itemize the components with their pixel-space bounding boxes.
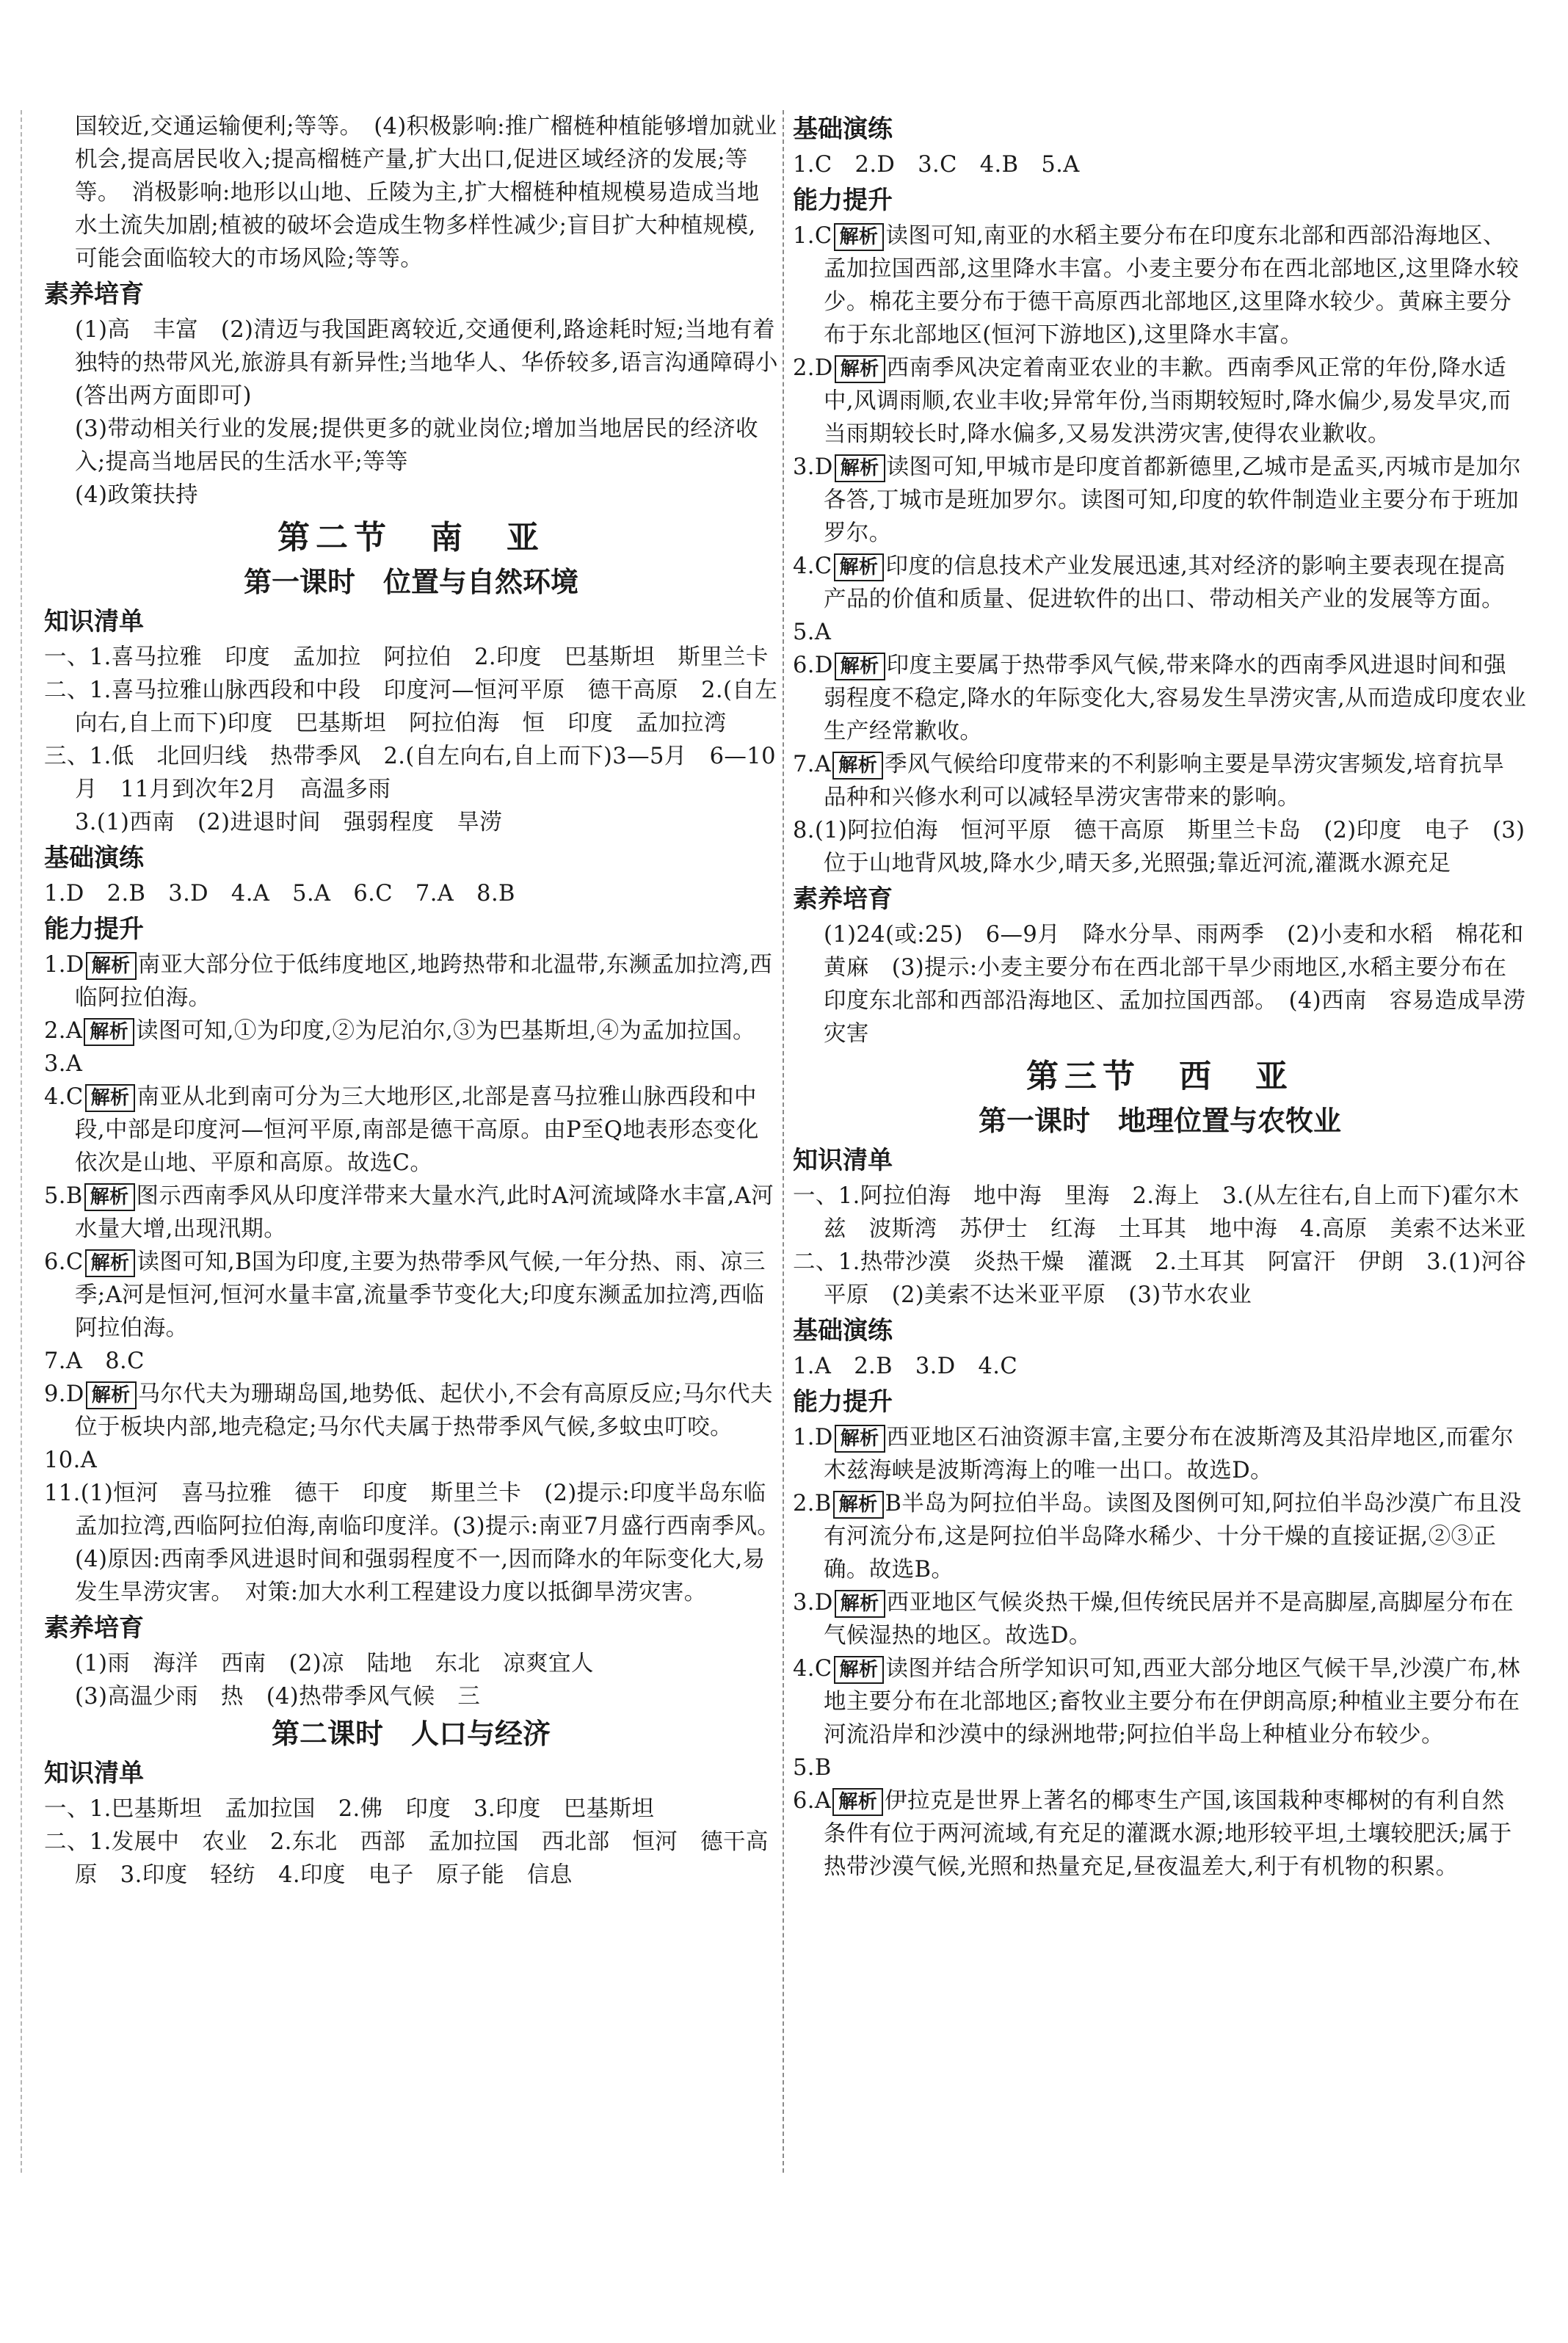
analysis-tag: 解析 (86, 1381, 137, 1409)
suyang-line: (1)24(或:25) 6—9月 降水分旱、雨两季 (2)小麦和水稻 棉花和黄麻 (3)提示:小麦主要分布在西北部干旱少雨地区,水稻主要分布在印度东北部和西部沿海地区、孟加拉国西部。 (4)西南 容易造成旱涝灾害 (824, 922, 1526, 1047)
heading-jichu: 基础演练 (793, 1316, 893, 1345)
analysis-tag: 解析 (835, 653, 885, 680)
answer-item (793, 1784, 1527, 1884)
heading-zhishi: 知识清单 (44, 607, 144, 636)
heading-nengli: 能力提升 (44, 915, 144, 944)
answer-number: 3.A (44, 1051, 83, 1077)
answer-item (44, 1477, 791, 1609)
zhishi-line: 一、1.喜马拉雅 印度 孟加拉 阿拉伯 2.印度 巴基斯坦 斯里兰卡 (44, 644, 769, 670)
zhishi-line: 二、1.发展中 农业 2.东北 西部 孟加拉国 西北部 恒河 德干高原 3.印度 轻纺 4.印度 电子 原子能 信息 (44, 1829, 769, 1888)
heading-zhishi: 知识清单 (793, 1146, 893, 1175)
heading-suyang: 素养培育 (44, 280, 144, 309)
answer-item (793, 1751, 1527, 1784)
lesson-title: 第一课时 地理位置与农牧业 (978, 1105, 1341, 1137)
lesson-title: 第二课时 人口与经济 (271, 1718, 551, 1750)
zhishi-line: 3.(1)西南 (2)进退时间 强弱程度 旱涝 (75, 810, 503, 835)
answer-item (44, 1378, 778, 1444)
answer-text: 印度的信息技术产业发展迅速,其对经济的影响主要表现在提高产品的价值和质量、促进软件的出口、带动相关产业的发展等方面。 (824, 553, 1506, 612)
answer-item (793, 451, 1527, 550)
answer-number: 6.A (793, 1788, 832, 1814)
analysis-tag: 解析 (84, 1183, 135, 1211)
heading-nengli: 能力提升 (793, 1387, 893, 1417)
answer-number: 3.D (793, 454, 833, 480)
analysis-tag: 解析 (86, 952, 137, 980)
analysis-tag: 解析 (835, 355, 885, 383)
answer-text: 读图可知,甲城市是印度首都新德里,乙城市是孟买,丙城市是加尔各答,丁城市是班加罗尔。读图可知,印度的软件制造业主要分布于班加罗尔。 (824, 454, 1522, 546)
answer-number: 2.A (44, 1018, 83, 1044)
zhishi-line: 二、1.热带沙漠 炎热干燥 灌溉 2.土耳其 阿富汗 伊朗 3.(1)河谷平原 (2)美索不达米亚平原 (3)节水农业 (793, 1249, 1527, 1308)
answer-text: (1)恒河 喜马拉雅 德干 印度 斯里兰卡 (2)提示:印度半岛东临孟加拉湾,西临阿拉伯海,南临印度洋。(3)提示:南亚7月盛行西南季风。 (4)原因:西南季风进退时间和强弱程度不一,因而降水的年际变化大,易发生旱涝灾害。 对策:加大水利工程建设力度以抵御旱涝灾害。 (75, 1481, 791, 1605)
right-column (793, 110, 1527, 1884)
column-divider (783, 110, 784, 2173)
answer-item (793, 1487, 1527, 1586)
jichu-answers: 1.A 2.B 3.D 4.C (793, 1354, 1018, 1379)
answer-text: 南亚从北到南可分为三大地形区,北部是喜马拉雅山脉西段和中段,中部是印度河—恒河平原,南部是德干高原。由P至Q地表形态变化依次是山地、平原和高原。故选C。 (75, 1084, 759, 1176)
analysis-tag: 解析 (835, 1590, 885, 1618)
answer-text: 图示西南季风从印度洋带来大量水汽,此时A河流域降水丰富,A河水量大增,出现汛期。 (75, 1183, 774, 1242)
analysis-tag: 解析 (832, 1788, 883, 1816)
analysis-tag: 解析 (85, 1249, 136, 1277)
answer-item (793, 352, 1527, 451)
answer-text: 季风气候给印度带来的不利影响主要是旱涝灾害频发,培育抗旱品种和兴修水利可以减轻旱涝灾害带来的影响。 (824, 752, 1505, 810)
answer-item (44, 1047, 778, 1080)
answer-number: 4.C (44, 1084, 84, 1110)
analysis-tag: 解析 (832, 752, 883, 780)
analysis-tag: 解析 (835, 454, 885, 482)
analysis-tag: 解析 (833, 1491, 884, 1519)
answer-number: 5.A (793, 620, 832, 645)
heading-jichu: 基础演练 (793, 115, 893, 144)
answer-number: 2.D (793, 355, 833, 381)
answer-number: 10.A (44, 1447, 98, 1473)
answer-item (44, 1345, 778, 1378)
answer-item (793, 550, 1527, 616)
answer-number: 1.C (793, 223, 832, 249)
answer-item (793, 814, 1527, 880)
jichu-answers: 1.D 2.B 3.D 4.A 5.A 6.C 7.A 8.B (44, 881, 515, 907)
heading-nengli: 能力提升 (793, 186, 893, 215)
nengli-list (793, 219, 1527, 880)
nengli-list (44, 948, 791, 1609)
answer-text: 读图并结合所学知识可知,西亚大部分地区气候干旱,沙漠广布,林地主要分布在北部地区;畜牧业主要分布在伊朗高原;种植业主要分布在河流沿岸和沙漠中的绿洲地带;阿拉伯半岛上种植业分布较少。 (824, 1656, 1521, 1748)
answer-item (44, 1180, 778, 1246)
suyang-line: (1)高 丰富 (2)清迈与我国距离较近,交通便利,路途耗时短;当地有着独特的热带风光,旅游具有新异性;当地华人、华侨较多,语言沟通障碍小(答出两方面即可) (75, 317, 778, 409)
answer-text: 读图可知,南亚的水稻主要分布在印度东北部和西部沿海地区、孟加拉国西部,这里降水丰富。小麦主要分布在西北部地区,这里降水较少。棉花主要分布于德干高原西北部地区,这里降水较少。黄麻主要分布于东北部地区(恒河下游地区),这里降水丰富。 (824, 223, 1520, 348)
answer-number: 5.B (793, 1755, 832, 1781)
answer-item (44, 1014, 778, 1047)
heading-suyang: 素养培育 (793, 884, 893, 914)
answer-item (793, 1652, 1527, 1751)
answer-text: (1)阿拉伯海 恒河平原 德干高原 斯里兰卡岛 (2)印度 电子 (3)位于山地背风坡,降水少,晴天多,光照强;靠近河流,灌溉水源充足 (814, 818, 1525, 876)
zhishi-line: 二、1.喜马拉雅山脉西段和中段 印度河—恒河平原 德干高原 2.(自左向右,自上而下)印度 巴基斯坦 阿拉伯海 恒 印度 孟加拉湾 (44, 678, 778, 736)
answer-item (44, 948, 778, 1014)
suyang-line: (3)带动相关行业的发展;提供更多的就业岗位;增加当地居民的经济收入;提高当地居民的生活水平;等等 (75, 416, 758, 475)
answer-item (793, 1586, 1527, 1652)
answer-text: B半岛为阿拉伯半岛。读图及图例可知,阿拉伯半岛沙漠广布且没有河流分布,这是阿拉伯半岛降水稀少、十分干燥的直接证据,②③正确。故选B。 (824, 1491, 1522, 1583)
heading-jichu: 基础演练 (44, 843, 144, 873)
left-column (44, 110, 791, 1892)
page-edge-line (21, 110, 22, 2173)
answer-text: 西亚地区石油资源丰富,主要分布在波斯湾及其沿岸地区,而霍尔木兹海峡是波斯湾海上的唯一出口。故选D。 (824, 1425, 1514, 1483)
answer-number: 4.C (793, 1656, 832, 1682)
jichu-answers: 1.C 2.D 3.C 4.B 5.A (793, 152, 1080, 178)
answer-text: 西南季风决定着南亚农业的丰歉。西南季风正常的年份,降水适中,风调雨顺,农业丰收;异常年份,当雨期较短时,降水偏少,易发旱灾,而当雨期较长时,降水偏多,又易发洪涝灾害,使得农业歉收。 (824, 355, 1511, 447)
section-title-west-asia: 第三节 西 亚 (1026, 1058, 1293, 1095)
continued-answer: 国较近,交通运输便利;等等。 (4)积极影响:推广榴梿种植能够增加就业机会,提高居民收入;提高榴梿产量,扩大出口,促进区域经济的发展;等等。 消极影响:地形以山地、丘陵为主,扩大榴梿种植规模易造成当地水土流失加剧;植被的破坏会造成生物多样性减少;盲目扩大种植规模,可能会面临较大的市场风险;等等。 (75, 114, 777, 272)
zhishi-line: 一、1.阿拉伯海 地中海 里海 2.海上 3.(从左往右,自上而下)霍尔木兹 波斯湾 苏伊士 红海 土耳其 地中海 4.高原 美索不达米亚 (793, 1183, 1526, 1242)
answer-text: 读图可知,①为印度,②为尼泊尔,③为巴基斯坦,④为孟加拉国。 (136, 1018, 755, 1044)
answer-item (793, 748, 1527, 814)
zhishi-line: 三、1.低 北回归线 热带季风 2.(自左向右,自上而下)3—5月 6—10月 11月到次年2月 高温多雨 (44, 744, 776, 802)
suyang-line: (3)高温少雨 热 (4)热带季风气候 三 (75, 1684, 481, 1710)
answer-item (44, 1444, 778, 1477)
heading-zhishi: 知识清单 (44, 1759, 144, 1788)
answer-number: 9.D (44, 1381, 84, 1407)
answer-number: 8. (793, 818, 815, 843)
analysis-tag: 解析 (835, 1425, 885, 1453)
answer-text: 南亚大部分位于低纬度地区,地跨热带和北温带,东濒孟加拉湾,西临阿拉伯海。 (75, 952, 773, 1011)
answer-number: 3.D (793, 1590, 833, 1616)
answer-text: 读图可知,B国为印度,主要为热带季风气候,一年分热、雨、凉三季;A河是恒河,恒河水量丰富,流量季节变化大;印度东濒孟加拉湾,西临阿拉伯海。 (75, 1249, 766, 1341)
answer-number: 5.B (44, 1183, 83, 1209)
analysis-tag: 解析 (834, 1656, 885, 1684)
analysis-tag: 解析 (84, 1018, 134, 1046)
answer-number: 1.D (44, 952, 84, 978)
answer-number: 7.A (793, 752, 832, 777)
answer-text: 伊拉克是世界上著名的椰枣生产国,该国栽种枣椰树的有利自然条件有位于两河流域,有充足的灌溉水源;地形较平坦,土壤较肥沃;属于热带沙漠气候,光照和热量充足,昼夜温差大,利于有机物的积累。 (824, 1788, 1512, 1880)
answer-text: 马尔代夫为珊瑚岛国,地势低、起伏小,不会有高原反应;马尔代夫位于板块内部,地壳稳定;马尔代夫属于热带季风气候,多蚊虫叮咬。 (75, 1381, 773, 1440)
lesson-title: 第一课时 位置与自然环境 (243, 566, 578, 598)
answer-number: 6.C (44, 1249, 84, 1275)
answer-text: 西亚地区气候炎热干燥,但传统民居并不是高脚屋,高脚屋分布在气候湿热的地区。故选D。 (824, 1590, 1514, 1649)
suyang-line: (4)政策扶持 (75, 482, 199, 508)
answer-item (44, 1080, 778, 1180)
analysis-tag: 解析 (834, 223, 885, 251)
nengli-list (793, 1421, 1527, 1884)
suyang-line: (1)雨 海洋 西南 (2)凉 陆地 东北 凉爽宜人 (75, 1651, 594, 1677)
heading-suyang: 素养培育 (44, 1613, 144, 1643)
answer-text: 印度主要属于热带季风气候,带来降水的西南季风进退时间和强弱程度不稳定,降水的年际变化大,容易发生旱涝灾害,从而造成印度农业生产经常歉收。 (824, 653, 1527, 744)
answer-item (44, 1246, 778, 1345)
answer-item (793, 219, 1527, 352)
answer-number: 1.D (793, 1425, 833, 1450)
answer-number: 11. (44, 1481, 81, 1506)
answer-item (793, 649, 1527, 748)
answer-number: 6.D (793, 653, 833, 678)
answer-number: 2.B (793, 1491, 832, 1516)
answer-number: 7.A 8.C (44, 1348, 145, 1374)
analysis-tag: 解析 (85, 1084, 136, 1112)
answer-number: 4.C (793, 553, 832, 579)
answer-item (793, 1421, 1527, 1487)
section-title-south-asia: 第二节 南 亚 (277, 519, 545, 556)
zhishi-line: 一、1.巴基斯坦 孟加拉国 2.佛 印度 3.印度 巴基斯坦 (44, 1796, 655, 1822)
answer-item (793, 616, 1527, 649)
analysis-tag: 解析 (834, 553, 885, 581)
